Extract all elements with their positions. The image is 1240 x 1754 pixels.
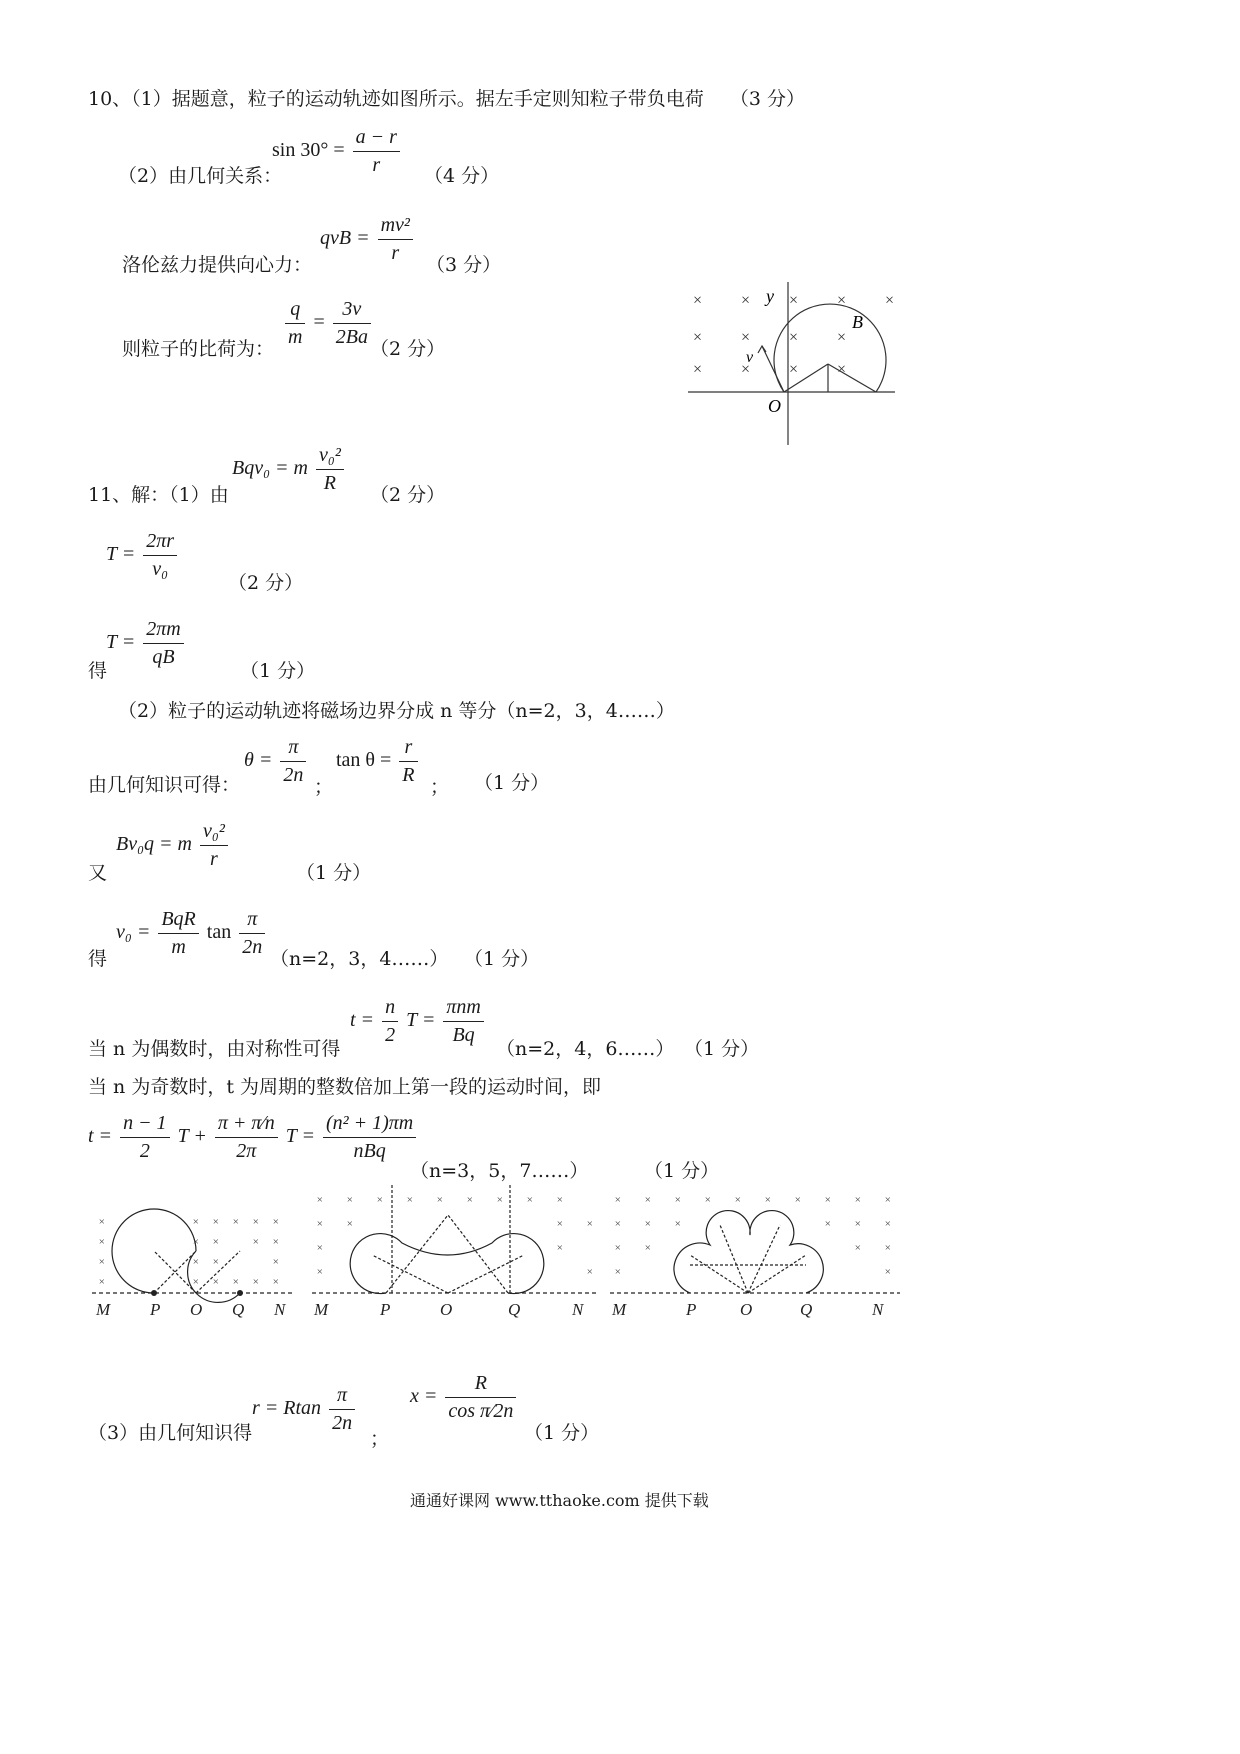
numerator: 2πm xyxy=(143,618,183,644)
denominator: 2 xyxy=(385,1024,396,1046)
numerator: πnm xyxy=(443,996,483,1022)
svg-text:×: × xyxy=(526,1194,534,1206)
svg-text:×: × xyxy=(272,1276,280,1288)
svg-text:×: × xyxy=(644,1194,652,1206)
q11-figure-1 xyxy=(92,1185,302,1320)
svg-text:×: × xyxy=(406,1194,414,1206)
fraction xyxy=(158,908,198,959)
svg-text:×: × xyxy=(192,1256,200,1268)
numerator: π + π⁄n xyxy=(215,1112,278,1138)
numerator: R xyxy=(445,1372,516,1398)
numerator: v₀² xyxy=(200,820,228,846)
label-y: y xyxy=(766,286,774,306)
numerator: n xyxy=(382,996,398,1022)
fraction xyxy=(200,820,228,871)
fraction-lhs xyxy=(285,298,305,349)
denominator: R xyxy=(402,764,415,786)
q11-equation-5 xyxy=(116,820,231,871)
point-Q xyxy=(237,1290,243,1296)
q11-equation-theta xyxy=(244,736,309,787)
svg-text:×: × xyxy=(212,1256,220,1268)
svg-text:×: × xyxy=(346,1194,354,1206)
svg-text:×: × xyxy=(556,1194,564,1206)
q10-trajectory-figure xyxy=(680,280,910,450)
q11-equation-8 xyxy=(88,1112,419,1163)
q10-statement: 10、（1）据题意，粒子的运动轨迹如图所示。据左手定则知粒子带负电荷 xyxy=(88,88,704,110)
denominator: cos π⁄2n xyxy=(448,1400,514,1422)
svg-text:×: × xyxy=(854,1242,862,1254)
svg-text:×: × xyxy=(212,1216,220,1228)
svg-text:×: × xyxy=(232,1276,240,1288)
eq-lhs: Bv₀q = m xyxy=(116,833,192,856)
svg-text:×: × xyxy=(614,1242,622,1254)
svg-text:×: × xyxy=(692,329,703,346)
numerator: v₀² xyxy=(316,444,344,470)
svg-text:×: × xyxy=(788,292,799,309)
label-Q: Q xyxy=(232,1300,245,1319)
svg-text:×: × xyxy=(824,1218,832,1230)
fraction-rhs xyxy=(333,298,371,349)
numerator: 2πr xyxy=(143,530,177,556)
denominator: qB xyxy=(152,646,175,668)
separator: ； xyxy=(314,776,334,798)
q11-odd-label: 当 n 为奇数时，t 为周期的整数倍加上第一段的运动时间，即 xyxy=(88,1076,601,1098)
label-M: M xyxy=(612,1300,627,1319)
q11-geo-label: 由几何知识可得： xyxy=(88,774,241,796)
label-O: O xyxy=(190,1300,203,1319)
svg-text:×: × xyxy=(884,1194,892,1206)
eq-lhs: T = xyxy=(106,543,136,566)
svg-text:×: × xyxy=(212,1236,220,1248)
svg-text:×: × xyxy=(556,1218,564,1230)
q11-equation-1 xyxy=(232,444,347,495)
svg-text:×: × xyxy=(884,1242,892,1254)
svg-text:×: × xyxy=(192,1236,200,1248)
label-N: N xyxy=(274,1300,286,1319)
radius-3 xyxy=(690,1255,748,1293)
svg-text:×: × xyxy=(704,1194,712,1206)
q11-points-5: （1 分） xyxy=(296,862,372,884)
svg-text:×: × xyxy=(212,1276,220,1288)
q11-points-6: （1 分） xyxy=(464,948,540,970)
label-O: O xyxy=(768,396,781,416)
tan-function: tan xyxy=(206,921,232,944)
eq-lhs: r = Rtan xyxy=(252,1397,322,1420)
svg-text:×: × xyxy=(692,292,703,309)
svg-text:×: × xyxy=(884,292,895,309)
eq-lhs: qvB = xyxy=(320,227,370,250)
fraction xyxy=(316,444,344,495)
label-Q: Q xyxy=(800,1300,813,1319)
q11-equation-3 xyxy=(106,618,187,669)
eq-lhs: T = xyxy=(106,631,136,654)
svg-text:×: × xyxy=(376,1194,384,1206)
separator-3: ； xyxy=(370,1428,390,1450)
q10-points-3: （3 分） xyxy=(426,254,502,276)
svg-text:×: × xyxy=(316,1194,324,1206)
q11-points-3: （1 分） xyxy=(240,660,316,682)
q11-points-4: （1 分） xyxy=(474,772,550,794)
denominator: r xyxy=(391,242,400,264)
q11-points-2: （2 分） xyxy=(228,572,304,594)
svg-text:×: × xyxy=(788,361,799,378)
denominator: m xyxy=(171,936,186,958)
svg-text:×: × xyxy=(192,1216,200,1228)
eq-lhs: t = xyxy=(350,1009,375,1032)
radius-1 xyxy=(720,1225,748,1293)
svg-text:×: × xyxy=(272,1216,280,1228)
svg-text:×: × xyxy=(674,1218,682,1230)
fraction-3 xyxy=(323,1112,416,1163)
fraction xyxy=(353,126,400,177)
svg-text:×: × xyxy=(794,1194,802,1206)
q11-equation-7 xyxy=(350,996,487,1047)
q11-points-1: （2 分） xyxy=(370,484,446,506)
label-P: P xyxy=(686,1300,697,1319)
label-N: N xyxy=(572,1300,584,1319)
fraction xyxy=(378,214,413,265)
svg-text:×: × xyxy=(252,1216,260,1228)
q10-points-1: （3 分） xyxy=(729,88,805,110)
label-B: B xyxy=(852,312,863,332)
q10-equation-lorentz xyxy=(320,214,416,265)
eq-lhs: Bqv₀ = m xyxy=(232,457,308,480)
fraction-1 xyxy=(120,1112,170,1163)
fraction-1 xyxy=(382,996,398,1047)
fraction-2 xyxy=(215,1112,278,1163)
q10-ratio-label: 则粒子的比荷为： xyxy=(122,338,275,360)
svg-text:×: × xyxy=(466,1194,474,1206)
radius-4 xyxy=(448,1255,524,1293)
q10-part2-label: （2）由几何关系： xyxy=(118,165,283,187)
svg-text:×: × xyxy=(316,1218,324,1230)
q11-part2: （2）粒子的运动轨迹将磁场边界分成 n 等分（n=2，3，4……） xyxy=(118,700,675,722)
svg-text:×: × xyxy=(614,1266,622,1278)
q11-you: 又 xyxy=(88,862,108,884)
q11-equation-10 xyxy=(410,1372,519,1423)
q11-condition-7: （n=2，4，6……） xyxy=(496,1038,675,1060)
q10-line1 xyxy=(88,84,805,111)
svg-text:×: × xyxy=(316,1242,324,1254)
denominator: 2 xyxy=(139,1140,150,1162)
svg-text:×: × xyxy=(740,361,751,378)
svg-text:×: × xyxy=(644,1242,652,1254)
svg-text:×: × xyxy=(232,1216,240,1228)
svg-text:×: × xyxy=(346,1218,354,1230)
svg-text:×: × xyxy=(854,1218,862,1230)
denominator: 2n xyxy=(332,1412,353,1434)
q11-figure-3 xyxy=(610,1185,910,1320)
svg-text:×: × xyxy=(884,1218,892,1230)
field-crosses xyxy=(316,1194,593,1278)
denominator: r xyxy=(210,848,218,870)
denominator: 2n xyxy=(283,764,304,786)
q11-figure-2 xyxy=(312,1185,602,1320)
q11-condition-8: （n=3，5，7……） xyxy=(410,1160,589,1182)
q11-points-8: （1 分） xyxy=(644,1160,720,1182)
svg-text:×: × xyxy=(836,292,847,309)
eq-mid: T = xyxy=(406,1009,436,1032)
eq-lhs: x = xyxy=(410,1385,438,1408)
fraction xyxy=(280,736,306,787)
svg-text:×: × xyxy=(734,1194,742,1206)
point-P xyxy=(151,1290,157,1296)
field-crosses xyxy=(692,292,895,378)
label-P: P xyxy=(150,1300,161,1319)
separator-2: ； xyxy=(430,776,450,798)
fraction-arg xyxy=(239,908,265,959)
svg-text:×: × xyxy=(252,1236,260,1248)
svg-text:×: × xyxy=(98,1276,106,1288)
q11-even-label: 当 n 为偶数时，由对称性可得 xyxy=(88,1038,341,1060)
label-v: v xyxy=(746,349,754,366)
q11-part3: （3）由几何知识得 xyxy=(88,1422,253,1444)
denominator: m xyxy=(288,326,303,348)
q11-equation-6 xyxy=(116,908,268,959)
numerator: r xyxy=(399,736,417,762)
label-N: N xyxy=(872,1300,884,1319)
q10-equation-sin30 xyxy=(272,126,403,177)
trajectory xyxy=(350,1234,544,1294)
denominator: 2Ba xyxy=(335,326,368,348)
label-M: M xyxy=(96,1300,111,1319)
eq-lhs: sin 30° = xyxy=(272,139,345,162)
svg-text:×: × xyxy=(272,1236,280,1248)
label-Q: Q xyxy=(508,1300,521,1319)
eq-lhs: t = xyxy=(88,1125,113,1148)
q10-equation-ratio: $\frac{q}{m}$ = $\frac{3v}{2Ba}$ xyxy=(282,298,374,349)
numerator: π xyxy=(280,736,306,762)
svg-text:×: × xyxy=(884,1266,892,1278)
fraction xyxy=(143,618,183,669)
q11-intro: 11、解：（1）由 xyxy=(88,484,229,506)
svg-text:×: × xyxy=(98,1216,106,1228)
svg-text:×: × xyxy=(764,1194,772,1206)
denominator: 2n xyxy=(242,936,263,958)
page-footer: 通通好课网 www.tthaoke.com 提供下载 xyxy=(410,1491,709,1510)
label-O: O xyxy=(740,1300,753,1319)
denominator: R xyxy=(323,472,337,494)
svg-text:×: × xyxy=(644,1218,652,1230)
svg-text:×: × xyxy=(836,361,847,378)
numerator: mv² xyxy=(378,214,413,240)
numerator: 3v xyxy=(333,298,371,324)
velocity-vector xyxy=(762,346,784,392)
svg-text:×: × xyxy=(614,1218,622,1230)
eq-lhs: tan θ = xyxy=(336,749,392,772)
svg-text:×: × xyxy=(692,361,703,378)
svg-text:×: × xyxy=(98,1236,106,1248)
q10-points-4: （2 分） xyxy=(370,338,446,360)
eq-mid-1: T + xyxy=(177,1125,207,1148)
denominator: v₀ xyxy=(152,558,169,580)
svg-text:×: × xyxy=(740,329,751,346)
svg-text:×: × xyxy=(614,1194,622,1206)
label-O: O xyxy=(440,1300,453,1319)
numerator: π xyxy=(239,908,265,934)
q11-de-2: 得 xyxy=(88,948,108,970)
eq-mid-2: T = xyxy=(285,1125,315,1148)
fraction xyxy=(399,736,417,787)
svg-text:×: × xyxy=(586,1218,594,1230)
svg-text:×: × xyxy=(586,1266,594,1278)
q10-points-2: （4 分） xyxy=(424,165,500,187)
svg-text:×: × xyxy=(674,1194,682,1206)
fraction xyxy=(445,1372,516,1423)
q11-de-1: 得 xyxy=(88,660,108,682)
label-M: M xyxy=(314,1300,329,1319)
q11-equation-2 xyxy=(106,530,180,581)
svg-text:×: × xyxy=(272,1256,280,1268)
eq-lhs: v₀ = xyxy=(116,921,151,944)
q11-equation-tan xyxy=(336,736,421,787)
denominator: r xyxy=(372,154,381,176)
svg-text:×: × xyxy=(192,1276,200,1288)
denominator: 2π xyxy=(236,1140,257,1162)
denominator: nBq xyxy=(353,1140,386,1162)
eq-lhs: θ = xyxy=(244,749,273,772)
q11-points-7: （1 分） xyxy=(684,1038,760,1060)
q11-condition-6: （n=2，3，4……） xyxy=(270,948,449,970)
q11-equation-9 xyxy=(252,1384,358,1435)
svg-text:×: × xyxy=(788,329,799,346)
q11-points-10: （1 分） xyxy=(524,1422,600,1444)
svg-text:×: × xyxy=(556,1242,564,1254)
svg-text:×: × xyxy=(436,1194,444,1206)
trajectory-arc xyxy=(774,304,886,392)
numerator: π xyxy=(329,1384,355,1410)
trajectory xyxy=(674,1211,823,1293)
numerator: n − 1 xyxy=(120,1112,170,1138)
numerator: (n² + 1)πm xyxy=(323,1112,416,1138)
numerator: a − r xyxy=(353,126,400,152)
svg-text:×: × xyxy=(824,1194,832,1206)
numerator: q xyxy=(285,298,305,324)
denominator: Bq xyxy=(452,1024,475,1046)
svg-text:×: × xyxy=(316,1266,324,1278)
fraction xyxy=(329,1384,355,1435)
svg-text:×: × xyxy=(98,1256,106,1268)
svg-text:×: × xyxy=(252,1276,260,1288)
svg-text:×: × xyxy=(496,1194,504,1206)
svg-text:×: × xyxy=(836,329,847,346)
radius-2 xyxy=(748,1225,780,1293)
radius-3 xyxy=(372,1255,448,1293)
numerator: BqR xyxy=(158,908,198,934)
svg-text:×: × xyxy=(854,1194,862,1206)
q10-lorentz-label: 洛伦兹力提供向心力： xyxy=(122,254,313,276)
fraction xyxy=(143,530,177,581)
label-P: P xyxy=(380,1300,391,1319)
fraction-2 xyxy=(443,996,483,1047)
svg-text:×: × xyxy=(740,292,751,309)
